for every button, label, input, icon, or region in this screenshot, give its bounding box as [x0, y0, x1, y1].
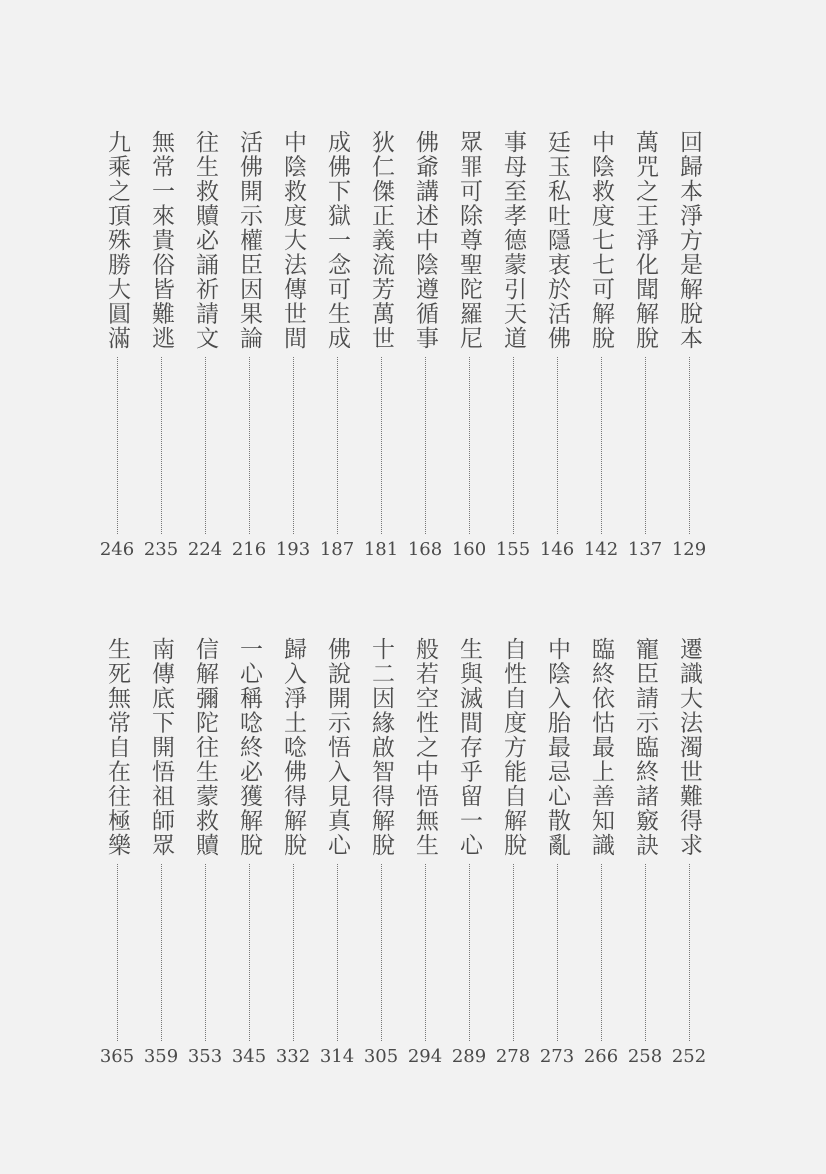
toc-entry-title: 萬咒之王淨化聞解脫	[632, 130, 658, 351]
toc-entry-title: 歸入淨土唸佛得解脫	[280, 637, 306, 858]
toc-entry-title: 生死無常自在往極樂	[104, 637, 130, 858]
toc-entry-page-number: 216	[231, 539, 267, 560]
toc-entry-page-number: 359	[143, 1046, 179, 1067]
toc-entry	[628, 637, 662, 1067]
toc-entry-page-number: 193	[275, 539, 311, 560]
dotted-leader	[249, 864, 250, 1042]
toc-entry-page-number: 294	[407, 1046, 443, 1067]
dotted-leader	[557, 357, 558, 535]
dotted-leader	[161, 357, 162, 535]
toc-entry-title: 佛說開示悟入見真心	[324, 637, 350, 858]
toc-entry	[452, 637, 486, 1067]
dotted-leader	[469, 357, 470, 535]
toc-entry	[540, 637, 574, 1067]
toc-entry-page-number: 252	[671, 1046, 707, 1067]
toc-entry	[452, 130, 486, 560]
toc-entry-page-number: 365	[99, 1046, 135, 1067]
toc-entry-page-number: 146	[539, 539, 575, 560]
toc-entry-page-number: 137	[627, 539, 663, 560]
toc-entry-title: 成佛下獄一念可生成	[324, 130, 350, 351]
toc-entry	[408, 637, 442, 1067]
toc-entry-page-number: 224	[187, 539, 223, 560]
toc-entry-page-number: 258	[627, 1046, 663, 1067]
toc-entry	[100, 637, 134, 1067]
toc-entry-page-number: 246	[99, 539, 135, 560]
toc-block-bottom	[100, 637, 706, 1067]
toc-entry	[144, 130, 178, 560]
dotted-leader	[645, 357, 646, 535]
toc-entry	[100, 130, 134, 560]
toc-entry-title: 佛爺講述中陰遵循事	[412, 130, 438, 351]
toc-entry-page-number: 278	[495, 1046, 531, 1067]
toc-entry-title: 生與滅間存乎留一心	[456, 637, 482, 858]
toc-entry-title: 般若空性之中悟無生	[412, 637, 438, 858]
toc-entry	[584, 637, 618, 1067]
toc-entry-page-number: 273	[539, 1046, 575, 1067]
dotted-leader	[249, 357, 250, 535]
toc-entry-page-number: 142	[583, 539, 619, 560]
dotted-leader	[337, 357, 338, 535]
toc-entry-title: 自性自度方能自解脫	[500, 637, 526, 858]
dotted-leader	[161, 864, 162, 1042]
toc-entry	[232, 637, 266, 1067]
toc-entry	[628, 130, 662, 560]
dotted-leader	[425, 864, 426, 1042]
toc-entry-page-number: 129	[671, 539, 707, 560]
toc-entry	[320, 637, 354, 1067]
toc-entry	[672, 130, 706, 560]
toc-entry-title: 寵臣請示臨終諸竅訣	[632, 637, 658, 858]
toc-entry	[232, 130, 266, 560]
toc-entry-title: 中陰救度大法傳世間	[280, 130, 306, 351]
toc-entry-page-number: 314	[319, 1046, 355, 1067]
toc-entry-title: 狄仁傑正義流芳萬世	[368, 130, 394, 351]
toc-entry-page-number: 289	[451, 1046, 487, 1067]
dotted-leader	[689, 357, 690, 535]
toc-entry-page-number: 168	[407, 539, 443, 560]
toc-entry	[408, 130, 442, 560]
toc-entry-title: 活佛開示權臣因果論	[236, 130, 262, 351]
toc-entry-title: 九乘之頂殊勝大圓滿	[104, 130, 130, 351]
dotted-leader	[557, 864, 558, 1042]
toc-entry-page-number: 345	[231, 1046, 267, 1067]
dotted-leader	[513, 864, 514, 1042]
toc-entry	[276, 130, 310, 560]
toc-entry-page-number: 181	[363, 539, 399, 560]
dotted-leader	[337, 864, 338, 1042]
toc-entry-title: 信解彌陀往生蒙救贖	[192, 637, 218, 858]
toc-entry	[672, 637, 706, 1067]
toc-entry	[188, 130, 222, 560]
toc-entry	[540, 130, 574, 560]
toc-entry	[364, 130, 398, 560]
toc-entry-title: 臨終依怙最上善知識	[588, 637, 614, 858]
toc-entry-title: 無常一來貴俗皆難逃	[148, 130, 174, 351]
toc-entry-title: 一心稱唸終必獲解脫	[236, 637, 262, 858]
toc-entry-page-number: 235	[143, 539, 179, 560]
toc-entry-title: 十二因緣啟智得解脫	[368, 637, 394, 858]
toc-entry-page-number: 305	[363, 1046, 399, 1067]
toc-entry-title: 中陰救度七七可解脫	[588, 130, 614, 351]
toc-entry-title: 往生救贖必誦祈請文	[192, 130, 218, 351]
toc-entry-title: 南傳底下開悟祖師眾	[148, 637, 174, 858]
toc-entry-page-number: 155	[495, 539, 531, 560]
toc-entry	[276, 637, 310, 1067]
dotted-leader	[293, 357, 294, 535]
toc-entry-page-number: 353	[187, 1046, 223, 1067]
dotted-leader	[205, 357, 206, 535]
dotted-leader	[689, 864, 690, 1042]
toc-block-top	[100, 130, 706, 560]
toc-entry	[496, 130, 530, 560]
toc-entry-page-number: 187	[319, 539, 355, 560]
toc-entry-page-number: 160	[451, 539, 487, 560]
toc-entry-page-number: 266	[583, 1046, 619, 1067]
toc-entry-title: 廷玉私吐隱衷於活佛	[544, 130, 570, 351]
toc-entry-title: 事母至孝德蒙引天道	[500, 130, 526, 351]
toc-entry-page-number: 332	[275, 1046, 311, 1067]
dotted-leader	[117, 864, 118, 1042]
dotted-leader	[205, 864, 206, 1042]
toc-entry-title: 眾罪可除尊聖陀羅尼	[456, 130, 482, 351]
dotted-leader	[117, 357, 118, 535]
dotted-leader	[381, 864, 382, 1042]
dotted-leader	[293, 864, 294, 1042]
toc-entry	[584, 130, 618, 560]
toc-entry-title: 中陰入胎最忌心散亂	[544, 637, 570, 858]
dotted-leader	[601, 864, 602, 1042]
toc-entry	[364, 637, 398, 1067]
toc-entry-title: 遷識大法濁世難得求	[676, 637, 702, 858]
dotted-leader	[469, 864, 470, 1042]
dotted-leader	[513, 357, 514, 535]
toc-entry	[144, 637, 178, 1067]
dotted-leader	[601, 357, 602, 535]
toc-entry-title: 回歸本淨方是解脫本	[676, 130, 702, 351]
toc-entry	[496, 637, 530, 1067]
dotted-leader	[425, 357, 426, 535]
dotted-leader	[645, 864, 646, 1042]
toc-entry	[188, 637, 222, 1067]
toc-entry	[320, 130, 354, 560]
dotted-leader	[381, 357, 382, 535]
